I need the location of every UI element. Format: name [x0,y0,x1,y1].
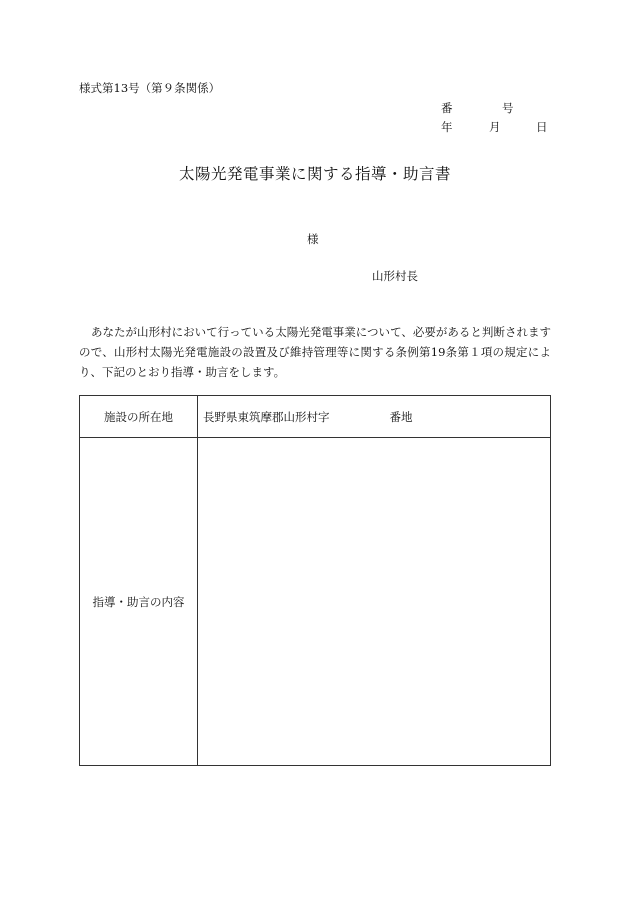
guidance-content-label [80,438,197,765]
date-month-label: 月 [489,120,501,134]
facility-location-value [203,396,413,437]
reference-number-suffix: 号 [502,101,514,115]
document-title: 太陽光発電事業に関する指導・助言書 [178,165,451,183]
body-paragraph [79,322,551,382]
date-day-label: 日 [536,120,548,134]
body-text: あなたが山形村において行っている太陽光発電事業について、必要があると判断されますので、山形村太陽光発電施設の設置及び維持管理等に関する条例第19条第１項の規定により、下記のとおり指導・助言をします。 [79,325,551,379]
form-number: 様式第13号（第９条関係） [79,81,221,95]
form-table [79,395,551,766]
guidance-content-label-text: 指導・助言の内容 [92,594,185,609]
facility-location-label-text: 施設の所在地 [104,409,173,424]
date-year-label: 年 [441,120,453,134]
sender-name: 山形村長 [372,269,418,283]
reference-number-label: 番 [441,101,453,115]
guidance-content-value [198,438,550,765]
facility-location-suffix: 番地 [389,409,413,424]
facility-location-label [80,396,197,437]
facility-location-prefix: 長野県東筑摩郡山形村字 [203,409,330,424]
addressee-honorific: 様 [307,232,319,246]
